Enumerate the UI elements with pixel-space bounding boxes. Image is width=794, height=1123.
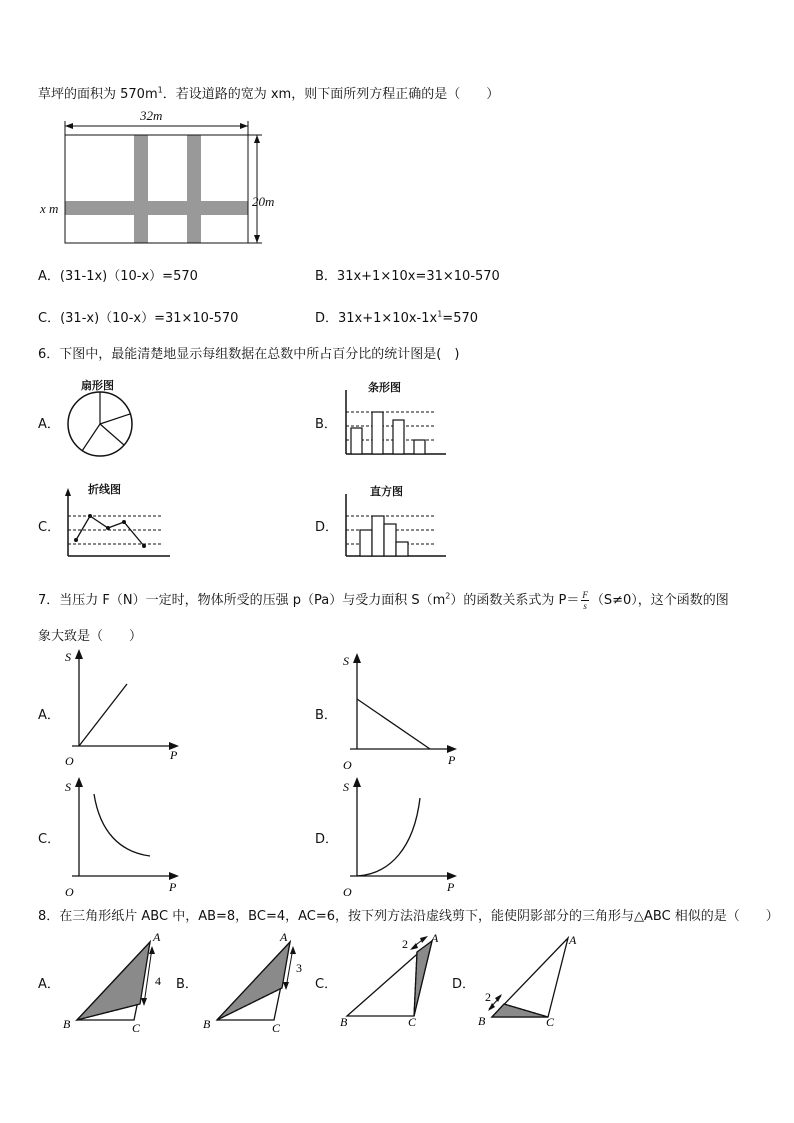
q8-d-label-b: B <box>478 1014 486 1028</box>
q8-c-mark: 2 <box>402 937 408 951</box>
q5-stem: 草坪的面积为 $570m^1$．若设道路的宽为 xm，则下面所列方程正确的是（ ） <box>38 85 500 102</box>
q7-a-origin: O <box>65 754 74 768</box>
q8-b-mark: 3 <box>296 961 302 975</box>
q6-bar-title: 条形图 <box>368 381 401 394</box>
q5-road-label: x m <box>40 201 59 216</box>
q7-graph-a <box>62 648 192 773</box>
q8-d-label-c: C <box>546 1015 555 1029</box>
q5-option-d: D．$31x+1\times 10x-1x^1=570$ <box>315 309 479 326</box>
q8-d-mark: 2 <box>485 990 491 1004</box>
q8-option-c-letter: C． <box>315 977 338 992</box>
q7-option-d-letter: D． <box>315 832 339 847</box>
q5-option-a: A．(31-1x)（10-x）=570 <box>38 269 198 284</box>
q7-graph-c <box>62 776 192 901</box>
q8-c-label-a: A <box>431 931 439 945</box>
q8-b-label-b: B <box>203 1017 211 1031</box>
q7-d-origin: O <box>343 885 352 899</box>
q8-triangle-c <box>340 930 460 1035</box>
q7-stem-line2: 象大致是（ ） <box>38 629 143 644</box>
q7-graph-d <box>340 776 470 901</box>
q8-c-label-c: C <box>408 1015 417 1029</box>
q6-option-d-letter: D． <box>315 520 339 535</box>
q8-b-label-a: A <box>280 930 288 944</box>
q7-a-axis-s: S <box>65 650 71 664</box>
q7-b-origin: O <box>343 758 352 772</box>
q7-stem-line1: 7．当压力 F（N）一定时，物体所受的压强 p（Pa）与受力面积 $S(m^2)$的函数关系式为 P＝ $\frac{F}{s}$ （S≠0），这个函数的图 <box>38 590 729 611</box>
q8-stem: 8．在三角形纸片 ABC 中，AB=8，BC=4，AC=6，按下列方法沿虚线剪下，能使阴影部分的三角形与△ABC 相似的是（ ） <box>38 909 779 924</box>
q6-option-a-letter: A． <box>38 417 60 432</box>
q7-c-origin: O <box>65 885 74 899</box>
q6-line-title: 折线图 <box>88 483 121 496</box>
q7-option-b-letter: B． <box>315 708 337 723</box>
q8-a-label-a: A <box>153 930 161 944</box>
q8-option-d-letter: D． <box>452 977 476 992</box>
q5-height-label: 20m <box>252 194 275 209</box>
q8-triangle-b <box>200 930 320 1035</box>
q8-d-label-a: A <box>569 933 577 947</box>
q8-a-label-b: B <box>63 1017 71 1031</box>
q7-option-a-letter: A． <box>38 708 60 723</box>
q6-pie-chart <box>66 390 138 462</box>
q6-pie-title: 扇形图 <box>81 379 114 392</box>
q7-d-axis-s: S <box>343 780 349 794</box>
q8-b-label-c: C <box>272 1021 281 1035</box>
q8-option-a-letter: A． <box>38 977 60 992</box>
q6-bar-chart <box>340 390 450 460</box>
q7-graph-b <box>340 652 470 777</box>
q6-stem: 6．下图中，最能清楚地显示每组数据在总数中所占百分比的统计图是( ) <box>38 347 460 362</box>
q6-option-c-letter: C． <box>38 520 61 535</box>
q8-triangle-a <box>60 930 180 1035</box>
q8-option-b-letter: B． <box>176 977 198 992</box>
q7-option-c-letter: C． <box>38 832 61 847</box>
q6-option-b-letter: B． <box>315 417 337 432</box>
q8-c-label-b: B <box>340 1015 348 1029</box>
q7-c-axis-s: S <box>65 780 71 794</box>
q7-b-axis-s: S <box>343 654 349 668</box>
q5-option-b: B．31x+1×10x=31×10-570 <box>315 269 500 284</box>
q5-road-diagram <box>30 106 290 256</box>
q6-histogram-chart <box>340 494 450 564</box>
q8-a-label-c: C <box>132 1021 141 1035</box>
q7-a-axis-p: P <box>170 748 178 762</box>
q5-option-c: C．(31-x)（10-x）=31×10-570 <box>38 311 239 326</box>
q6-histogram-title: 直方图 <box>370 485 403 498</box>
q5-road-figure <box>30 106 290 256</box>
q8-a-mark: 4 <box>155 974 161 988</box>
q5-width-label: 32m <box>140 108 163 123</box>
q6-line-chart <box>62 492 172 562</box>
q7-d-axis-p: P <box>447 880 455 894</box>
q7-c-axis-p: P <box>169 880 177 894</box>
q8-triangle-d <box>478 930 598 1035</box>
q7-b-axis-p: P <box>448 753 456 767</box>
q7-fraction: $\frac{F}{s}$ <box>582 590 588 611</box>
